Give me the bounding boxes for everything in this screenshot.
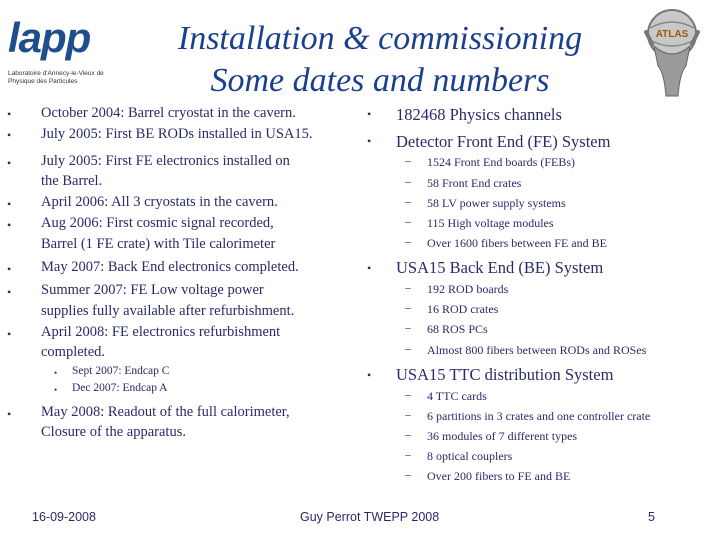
bullet-dot: • bbox=[7, 327, 12, 341]
dash: – bbox=[405, 447, 411, 461]
bullet-dot: • bbox=[367, 261, 372, 275]
left-bullet-7-cont: supplies fully available after refurbishment. bbox=[41, 303, 295, 319]
fe-item-4: 115 High voltage modules bbox=[427, 216, 554, 230]
title-line-1: Installation & commissioning bbox=[177, 20, 583, 57]
atlas-logo-word: ATLAS bbox=[655, 29, 689, 40]
dash: – bbox=[405, 467, 411, 481]
fe-item-2: 58 Front End crates bbox=[427, 176, 522, 190]
bullet-dot: • bbox=[7, 285, 12, 299]
bullet-dot: • bbox=[367, 107, 372, 121]
bullet-dot: • bbox=[7, 156, 12, 170]
ttc-item-4: 8 optical couplers bbox=[427, 449, 513, 463]
bullet-dot: • bbox=[367, 368, 372, 382]
dash: – bbox=[405, 153, 411, 167]
atlas-logo bbox=[632, 6, 712, 98]
dash: – bbox=[405, 341, 411, 355]
left-bullet-5-cont: Barrel (1 FE crate) with Tile calorimeter bbox=[41, 236, 276, 252]
left-bullet-8: April 2008: FE electronics refurbishment bbox=[41, 324, 281, 340]
footer-date: 16-09-2008 bbox=[32, 510, 96, 524]
dash: – bbox=[405, 407, 411, 421]
be-item-4: Almost 800 fibers between RODs and ROSes bbox=[427, 343, 647, 357]
right-heading-2: Detector Front End (FE) System bbox=[396, 132, 611, 151]
subbullet-dot: • bbox=[54, 368, 58, 378]
ttc-item-3: 36 modules of 7 different types bbox=[427, 429, 578, 443]
page-number: 5 bbox=[648, 510, 655, 524]
subbullet-dot: • bbox=[54, 385, 58, 395]
left-bullet-1: October 2004: Barrel cryostat in the cavern. bbox=[41, 105, 296, 121]
dash: – bbox=[405, 300, 411, 314]
be-item-1: 192 ROD boards bbox=[427, 282, 509, 296]
dash: – bbox=[405, 234, 411, 248]
title-line-2: Some dates and numbers bbox=[210, 62, 550, 99]
bullet-dot: • bbox=[7, 218, 12, 232]
lapp-logo-word: lapp bbox=[8, 14, 91, 61]
left-bullet-8-cont: completed. bbox=[41, 344, 106, 360]
fe-item-3: 58 LV power supply systems bbox=[427, 196, 566, 210]
be-item-2: 16 ROD crates bbox=[427, 302, 499, 316]
footer-author: Guy Perrot TWEPP 2008 bbox=[300, 510, 440, 524]
left-bullet-7: Summer 2007: FE Low voltage power bbox=[41, 282, 264, 298]
ttc-item-2: 6 partitions in 3 crates and one controller crate bbox=[427, 409, 651, 423]
right-heading-1: 182468 Physics channels bbox=[396, 105, 562, 124]
lapp-logo bbox=[6, 14, 118, 94]
bullet-dot: • bbox=[7, 407, 12, 421]
bullet-dot: • bbox=[7, 197, 12, 211]
dash: – bbox=[405, 174, 411, 188]
fe-item-1: 1524 Front End boards (FEBs) bbox=[427, 155, 575, 169]
dash: – bbox=[405, 280, 411, 294]
left-bullet-4: April 2006: All 3 cryostats in the cavern. bbox=[41, 194, 278, 210]
left-subbullet-2: Dec 2007: Endcap A bbox=[72, 382, 168, 394]
left-bullet-2: July 2005: First BE RODs installed in USA15. bbox=[41, 126, 313, 142]
lapp-logo-subtitle: Laboratoire d'Annecy-le-Vieux de Physique des Particules bbox=[8, 70, 104, 85]
dash: – bbox=[405, 214, 411, 228]
right-heading-4: USA15 TTC distribution System bbox=[396, 365, 614, 384]
left-bullet-5: Aug 2006: First cosmic signal recorded, bbox=[41, 215, 274, 231]
dash: – bbox=[405, 194, 411, 208]
bullet-dot: • bbox=[7, 107, 12, 121]
left-subbullet-1: Sept 2007: Endcap C bbox=[72, 365, 170, 377]
right-heading-3: USA15 Back End (BE) System bbox=[396, 258, 604, 277]
slide-title bbox=[130, 18, 630, 102]
dash: – bbox=[405, 427, 411, 441]
fe-item-5: Over 1600 fibers between FE and BE bbox=[427, 236, 607, 250]
left-final-line-1: May 2008: Readout of the full calorimeter, bbox=[41, 404, 290, 420]
be-item-3: 68 ROS PCs bbox=[427, 322, 488, 336]
dash: – bbox=[405, 387, 411, 401]
left-bullet-3-cont: the Barrel. bbox=[41, 173, 103, 189]
left-final-line-2: Closure of the apparatus. bbox=[41, 424, 186, 440]
left-bullet-6: May 2007: Back End electronics completed. bbox=[41, 259, 299, 275]
ttc-item-5: Over 200 fibers to FE and BE bbox=[427, 469, 571, 483]
left-bullet-3: July 2005: First FE electronics installed on bbox=[41, 153, 290, 169]
bullet-dot: • bbox=[7, 262, 12, 276]
bullet-dot: • bbox=[7, 128, 12, 142]
bullet-dot: • bbox=[367, 134, 372, 148]
ttc-item-1: 4 TTC cards bbox=[427, 389, 487, 403]
dash: – bbox=[405, 320, 411, 334]
